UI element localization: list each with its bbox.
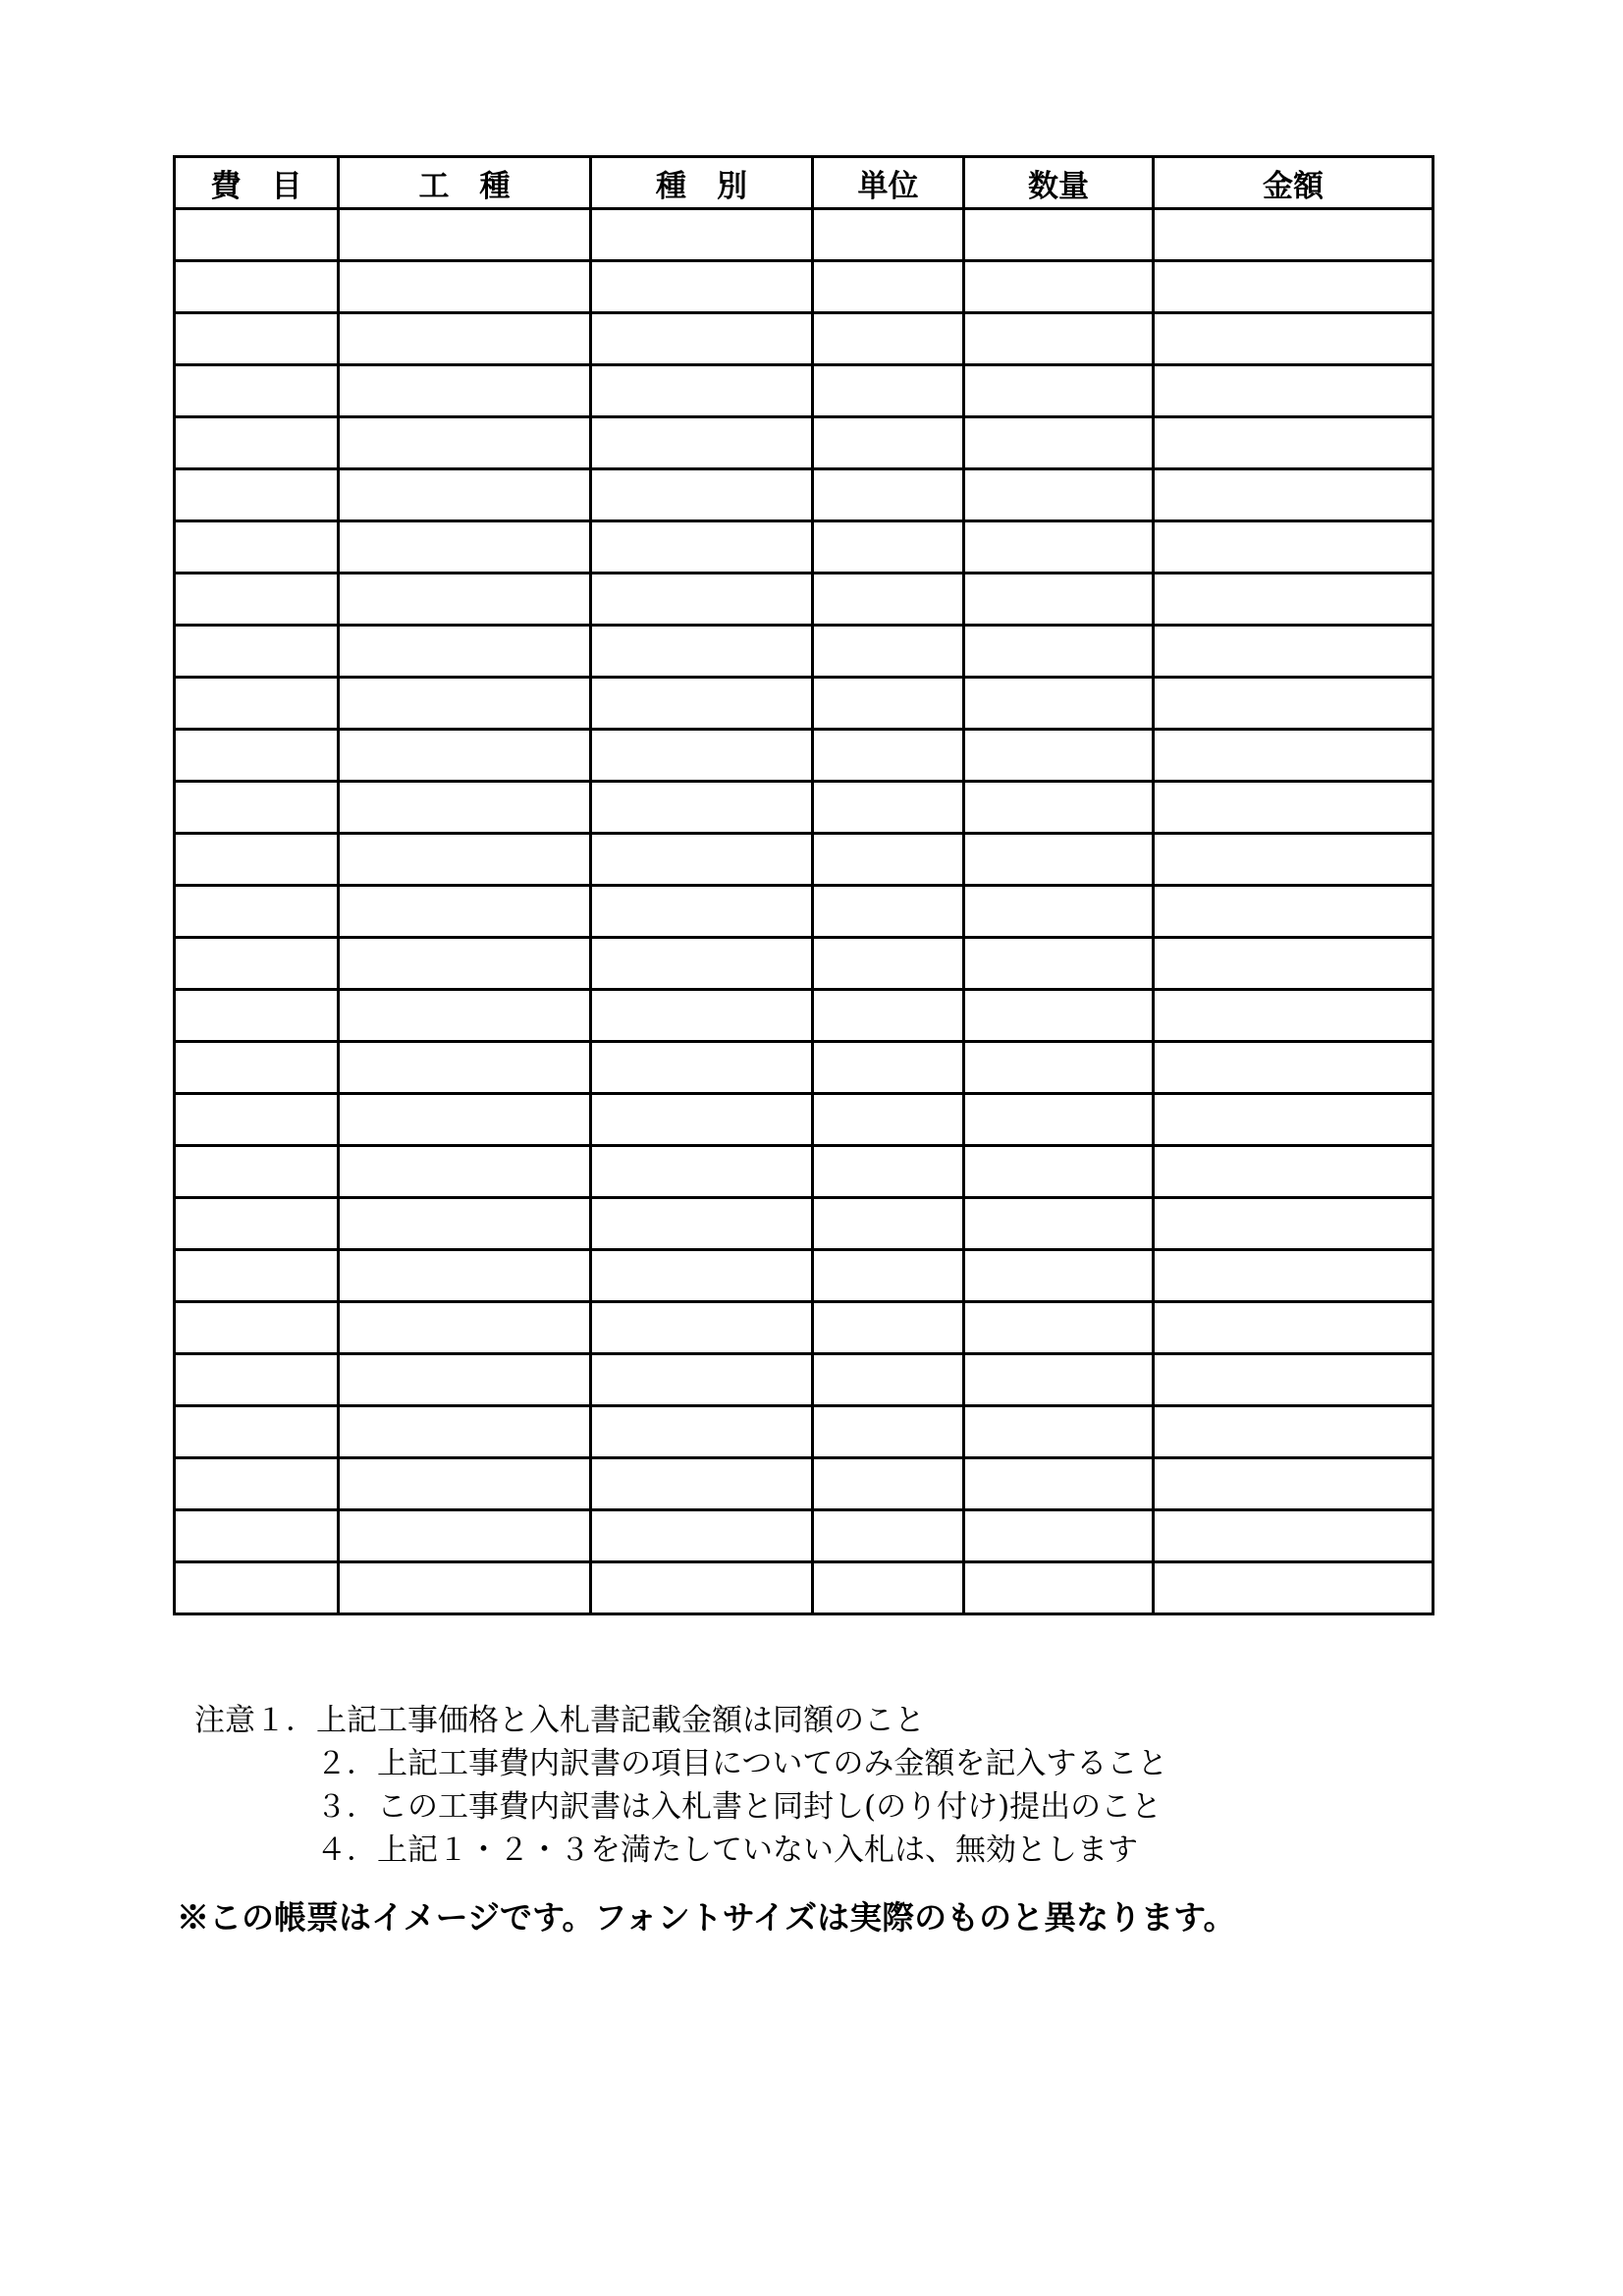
- work-type-cell: [339, 990, 591, 1042]
- cost-item-cell: [175, 938, 339, 990]
- table-row: [175, 209, 1434, 261]
- cost-item-cell: [175, 365, 339, 417]
- work-type-cell: [339, 574, 591, 626]
- quantity-cell: [964, 626, 1154, 678]
- category-cell: [591, 730, 813, 782]
- amount-cell: [1154, 1042, 1434, 1094]
- quantity-cell: [964, 261, 1154, 313]
- amount-cell: [1154, 1146, 1434, 1198]
- unit-cell: [813, 1146, 964, 1198]
- unit-cell: [813, 678, 964, 730]
- category-cell: [591, 1198, 813, 1250]
- table-row: [175, 1406, 1434, 1458]
- table-row: [175, 469, 1434, 521]
- work-type-cell: [339, 209, 591, 261]
- table-row: [175, 1510, 1434, 1562]
- amount-cell: [1154, 521, 1434, 574]
- work-type-cell: [339, 938, 591, 990]
- category-cell: [591, 834, 813, 886]
- category-cell: [591, 1458, 813, 1510]
- category-cell: [591, 886, 813, 938]
- table-row: [175, 1354, 1434, 1406]
- work-type-cell: [339, 782, 591, 834]
- note-line-2: ２．上記工事費内訳書の項目についてのみ金額を記入すること: [316, 1746, 1168, 1781]
- category-cell: [591, 678, 813, 730]
- table-row: [175, 1146, 1434, 1198]
- cost-item-cell: [175, 1198, 339, 1250]
- unit-cell: [813, 626, 964, 678]
- amount-cell: [1154, 730, 1434, 782]
- cost-item-cell: [175, 1510, 339, 1562]
- cost-breakdown-table: [173, 155, 1434, 1615]
- cost-item-cell: [175, 417, 339, 469]
- header-category: 種 別: [591, 157, 813, 209]
- quantity-cell: [964, 834, 1154, 886]
- work-type-cell: [339, 730, 591, 782]
- cost-item-cell: [175, 1406, 339, 1458]
- header-work-type: 工 種: [339, 157, 591, 209]
- quantity-cell: [964, 990, 1154, 1042]
- note-line-4: ４．上記１・２・３を満たしていない入札は、無効とします: [316, 1832, 1138, 1868]
- table-row: [175, 834, 1434, 886]
- image-disclaimer: ※この帳票はイメージです。フォントサイズは実際のものと異なります。: [177, 1898, 1236, 1937]
- cost-item-cell: [175, 1250, 339, 1302]
- unit-cell: [813, 1510, 964, 1562]
- cost-item-cell: [175, 1146, 339, 1198]
- table-row: [175, 1302, 1434, 1354]
- table-row: [175, 521, 1434, 574]
- work-type-cell: [339, 1250, 591, 1302]
- amount-cell: [1154, 1510, 1434, 1562]
- amount-cell: [1154, 782, 1434, 834]
- amount-cell: [1154, 574, 1434, 626]
- work-type-cell: [339, 1198, 591, 1250]
- unit-cell: [813, 1354, 964, 1406]
- amount-cell: [1154, 365, 1434, 417]
- cost-item-cell: [175, 730, 339, 782]
- quantity-cell: [964, 886, 1154, 938]
- amount-cell: [1154, 678, 1434, 730]
- amount-cell: [1154, 1302, 1434, 1354]
- quantity-cell: [964, 1302, 1154, 1354]
- unit-cell: [813, 782, 964, 834]
- amount-cell: [1154, 417, 1434, 469]
- work-type-cell: [339, 417, 591, 469]
- category-cell: [591, 574, 813, 626]
- amount-cell: [1154, 1354, 1434, 1406]
- amount-cell: [1154, 834, 1434, 886]
- amount-cell: [1154, 1250, 1434, 1302]
- unit-cell: [813, 521, 964, 574]
- table-row: [175, 678, 1434, 730]
- cost-item-cell: [175, 521, 339, 574]
- amount-cell: [1154, 990, 1434, 1042]
- work-type-cell: [339, 1458, 591, 1510]
- cost-item-cell: [175, 1042, 339, 1094]
- quantity-cell: [964, 574, 1154, 626]
- table-row: [175, 1094, 1434, 1146]
- unit-cell: [813, 886, 964, 938]
- work-type-cell: [339, 313, 591, 365]
- amount-cell: [1154, 1406, 1434, 1458]
- table-row: [175, 1198, 1434, 1250]
- amount-cell: [1154, 626, 1434, 678]
- quantity-cell: [964, 1510, 1154, 1562]
- category-cell: [591, 1302, 813, 1354]
- cost-item-cell: [175, 1302, 339, 1354]
- work-type-cell: [339, 1510, 591, 1562]
- amount-cell: [1154, 469, 1434, 521]
- quantity-cell: [964, 678, 1154, 730]
- quantity-cell: [964, 1250, 1154, 1302]
- unit-cell: [813, 1042, 964, 1094]
- cost-item-cell: [175, 782, 339, 834]
- work-type-cell: [339, 834, 591, 886]
- category-cell: [591, 1510, 813, 1562]
- unit-cell: [813, 990, 964, 1042]
- unit-cell: [813, 313, 964, 365]
- note-line-1: 注意１．上記工事価格と入札書記載金額は同額のこと: [194, 1703, 925, 1738]
- unit-cell: [813, 574, 964, 626]
- quantity-cell: [964, 1146, 1154, 1198]
- work-type-cell: [339, 678, 591, 730]
- table-row: [175, 886, 1434, 938]
- unit-cell: [813, 834, 964, 886]
- work-type-cell: [339, 261, 591, 313]
- work-type-cell: [339, 1302, 591, 1354]
- table-row: [175, 730, 1434, 782]
- quantity-cell: [964, 1458, 1154, 1510]
- category-cell: [591, 521, 813, 574]
- category-cell: [591, 1094, 813, 1146]
- amount-cell: [1154, 938, 1434, 990]
- unit-cell: [813, 469, 964, 521]
- category-cell: [591, 261, 813, 313]
- quantity-cell: [964, 313, 1154, 365]
- table-body: [175, 209, 1434, 1614]
- amount-cell: [1154, 1562, 1434, 1614]
- work-type-cell: [339, 1406, 591, 1458]
- amount-cell: [1154, 261, 1434, 313]
- work-type-cell: [339, 1562, 591, 1614]
- quantity-cell: [964, 1562, 1154, 1614]
- amount-cell: [1154, 886, 1434, 938]
- quantity-cell: [964, 365, 1154, 417]
- unit-cell: [813, 1198, 964, 1250]
- amount-cell: [1154, 1094, 1434, 1146]
- category-cell: [591, 469, 813, 521]
- table-row: [175, 626, 1434, 678]
- unit-cell: [813, 730, 964, 782]
- category-cell: [591, 1250, 813, 1302]
- table-row: [175, 990, 1434, 1042]
- table-row: [175, 365, 1434, 417]
- category-cell: [591, 1146, 813, 1198]
- cost-item-cell: [175, 1562, 339, 1614]
- work-type-cell: [339, 365, 591, 417]
- notes-section: [194, 1699, 1471, 1872]
- cost-item-cell: [175, 834, 339, 886]
- quantity-cell: [964, 209, 1154, 261]
- table-header-row: [175, 157, 1434, 209]
- cost-item-cell: [175, 469, 339, 521]
- header-amount: 金額: [1154, 157, 1434, 209]
- header-quantity: 数量: [964, 157, 1154, 209]
- category-cell: [591, 313, 813, 365]
- amount-cell: [1154, 1458, 1434, 1510]
- category-cell: [591, 417, 813, 469]
- unit-cell: [813, 1458, 964, 1510]
- work-type-cell: [339, 626, 591, 678]
- work-type-cell: [339, 1094, 591, 1146]
- unit-cell: [813, 1562, 964, 1614]
- quantity-cell: [964, 1042, 1154, 1094]
- unit-cell: [813, 417, 964, 469]
- quantity-cell: [964, 730, 1154, 782]
- quantity-cell: [964, 938, 1154, 990]
- table-row: [175, 782, 1434, 834]
- work-type-cell: [339, 1354, 591, 1406]
- unit-cell: [813, 938, 964, 990]
- cost-item-cell: [175, 990, 339, 1042]
- amount-cell: [1154, 209, 1434, 261]
- unit-cell: [813, 209, 964, 261]
- table-row: [175, 313, 1434, 365]
- category-cell: [591, 782, 813, 834]
- work-type-cell: [339, 521, 591, 574]
- cost-item-cell: [175, 1458, 339, 1510]
- cost-item-cell: [175, 1354, 339, 1406]
- table-row: [175, 417, 1434, 469]
- table-row: [175, 1562, 1434, 1614]
- table-row: [175, 1042, 1434, 1094]
- table-row: [175, 574, 1434, 626]
- category-cell: [591, 1042, 813, 1094]
- quantity-cell: [964, 1354, 1154, 1406]
- quantity-cell: [964, 782, 1154, 834]
- work-type-cell: [339, 469, 591, 521]
- cost-item-cell: [175, 626, 339, 678]
- category-cell: [591, 938, 813, 990]
- cost-item-cell: [175, 209, 339, 261]
- table-row: [175, 938, 1434, 990]
- cost-item-cell: [175, 1094, 339, 1146]
- quantity-cell: [964, 469, 1154, 521]
- amount-cell: [1154, 1198, 1434, 1250]
- unit-cell: [813, 1094, 964, 1146]
- category-cell: [591, 1562, 813, 1614]
- unit-cell: [813, 365, 964, 417]
- unit-cell: [813, 261, 964, 313]
- unit-cell: [813, 1250, 964, 1302]
- quantity-cell: [964, 1406, 1154, 1458]
- cost-item-cell: [175, 261, 339, 313]
- category-cell: [591, 365, 813, 417]
- category-cell: [591, 1354, 813, 1406]
- cost-item-cell: [175, 313, 339, 365]
- note-line-3: ３．この工事費内訳書は入札書と同封し(のり付け)提出のこと: [316, 1789, 1163, 1825]
- quantity-cell: [964, 1198, 1154, 1250]
- cost-item-cell: [175, 678, 339, 730]
- cost-item-cell: [175, 886, 339, 938]
- cost-item-cell: [175, 574, 339, 626]
- unit-cell: [813, 1302, 964, 1354]
- category-cell: [591, 1406, 813, 1458]
- header-unit: 単位: [813, 157, 964, 209]
- quantity-cell: [964, 1094, 1154, 1146]
- work-type-cell: [339, 1042, 591, 1094]
- amount-cell: [1154, 313, 1434, 365]
- category-cell: [591, 626, 813, 678]
- work-type-cell: [339, 886, 591, 938]
- category-cell: [591, 209, 813, 261]
- category-cell: [591, 990, 813, 1042]
- unit-cell: [813, 1406, 964, 1458]
- table-row: [175, 1458, 1434, 1510]
- work-type-cell: [339, 1146, 591, 1198]
- table-row: [175, 1250, 1434, 1302]
- quantity-cell: [964, 521, 1154, 574]
- header-cost-item: 費 目: [175, 157, 339, 209]
- quantity-cell: [964, 417, 1154, 469]
- table-row: [175, 261, 1434, 313]
